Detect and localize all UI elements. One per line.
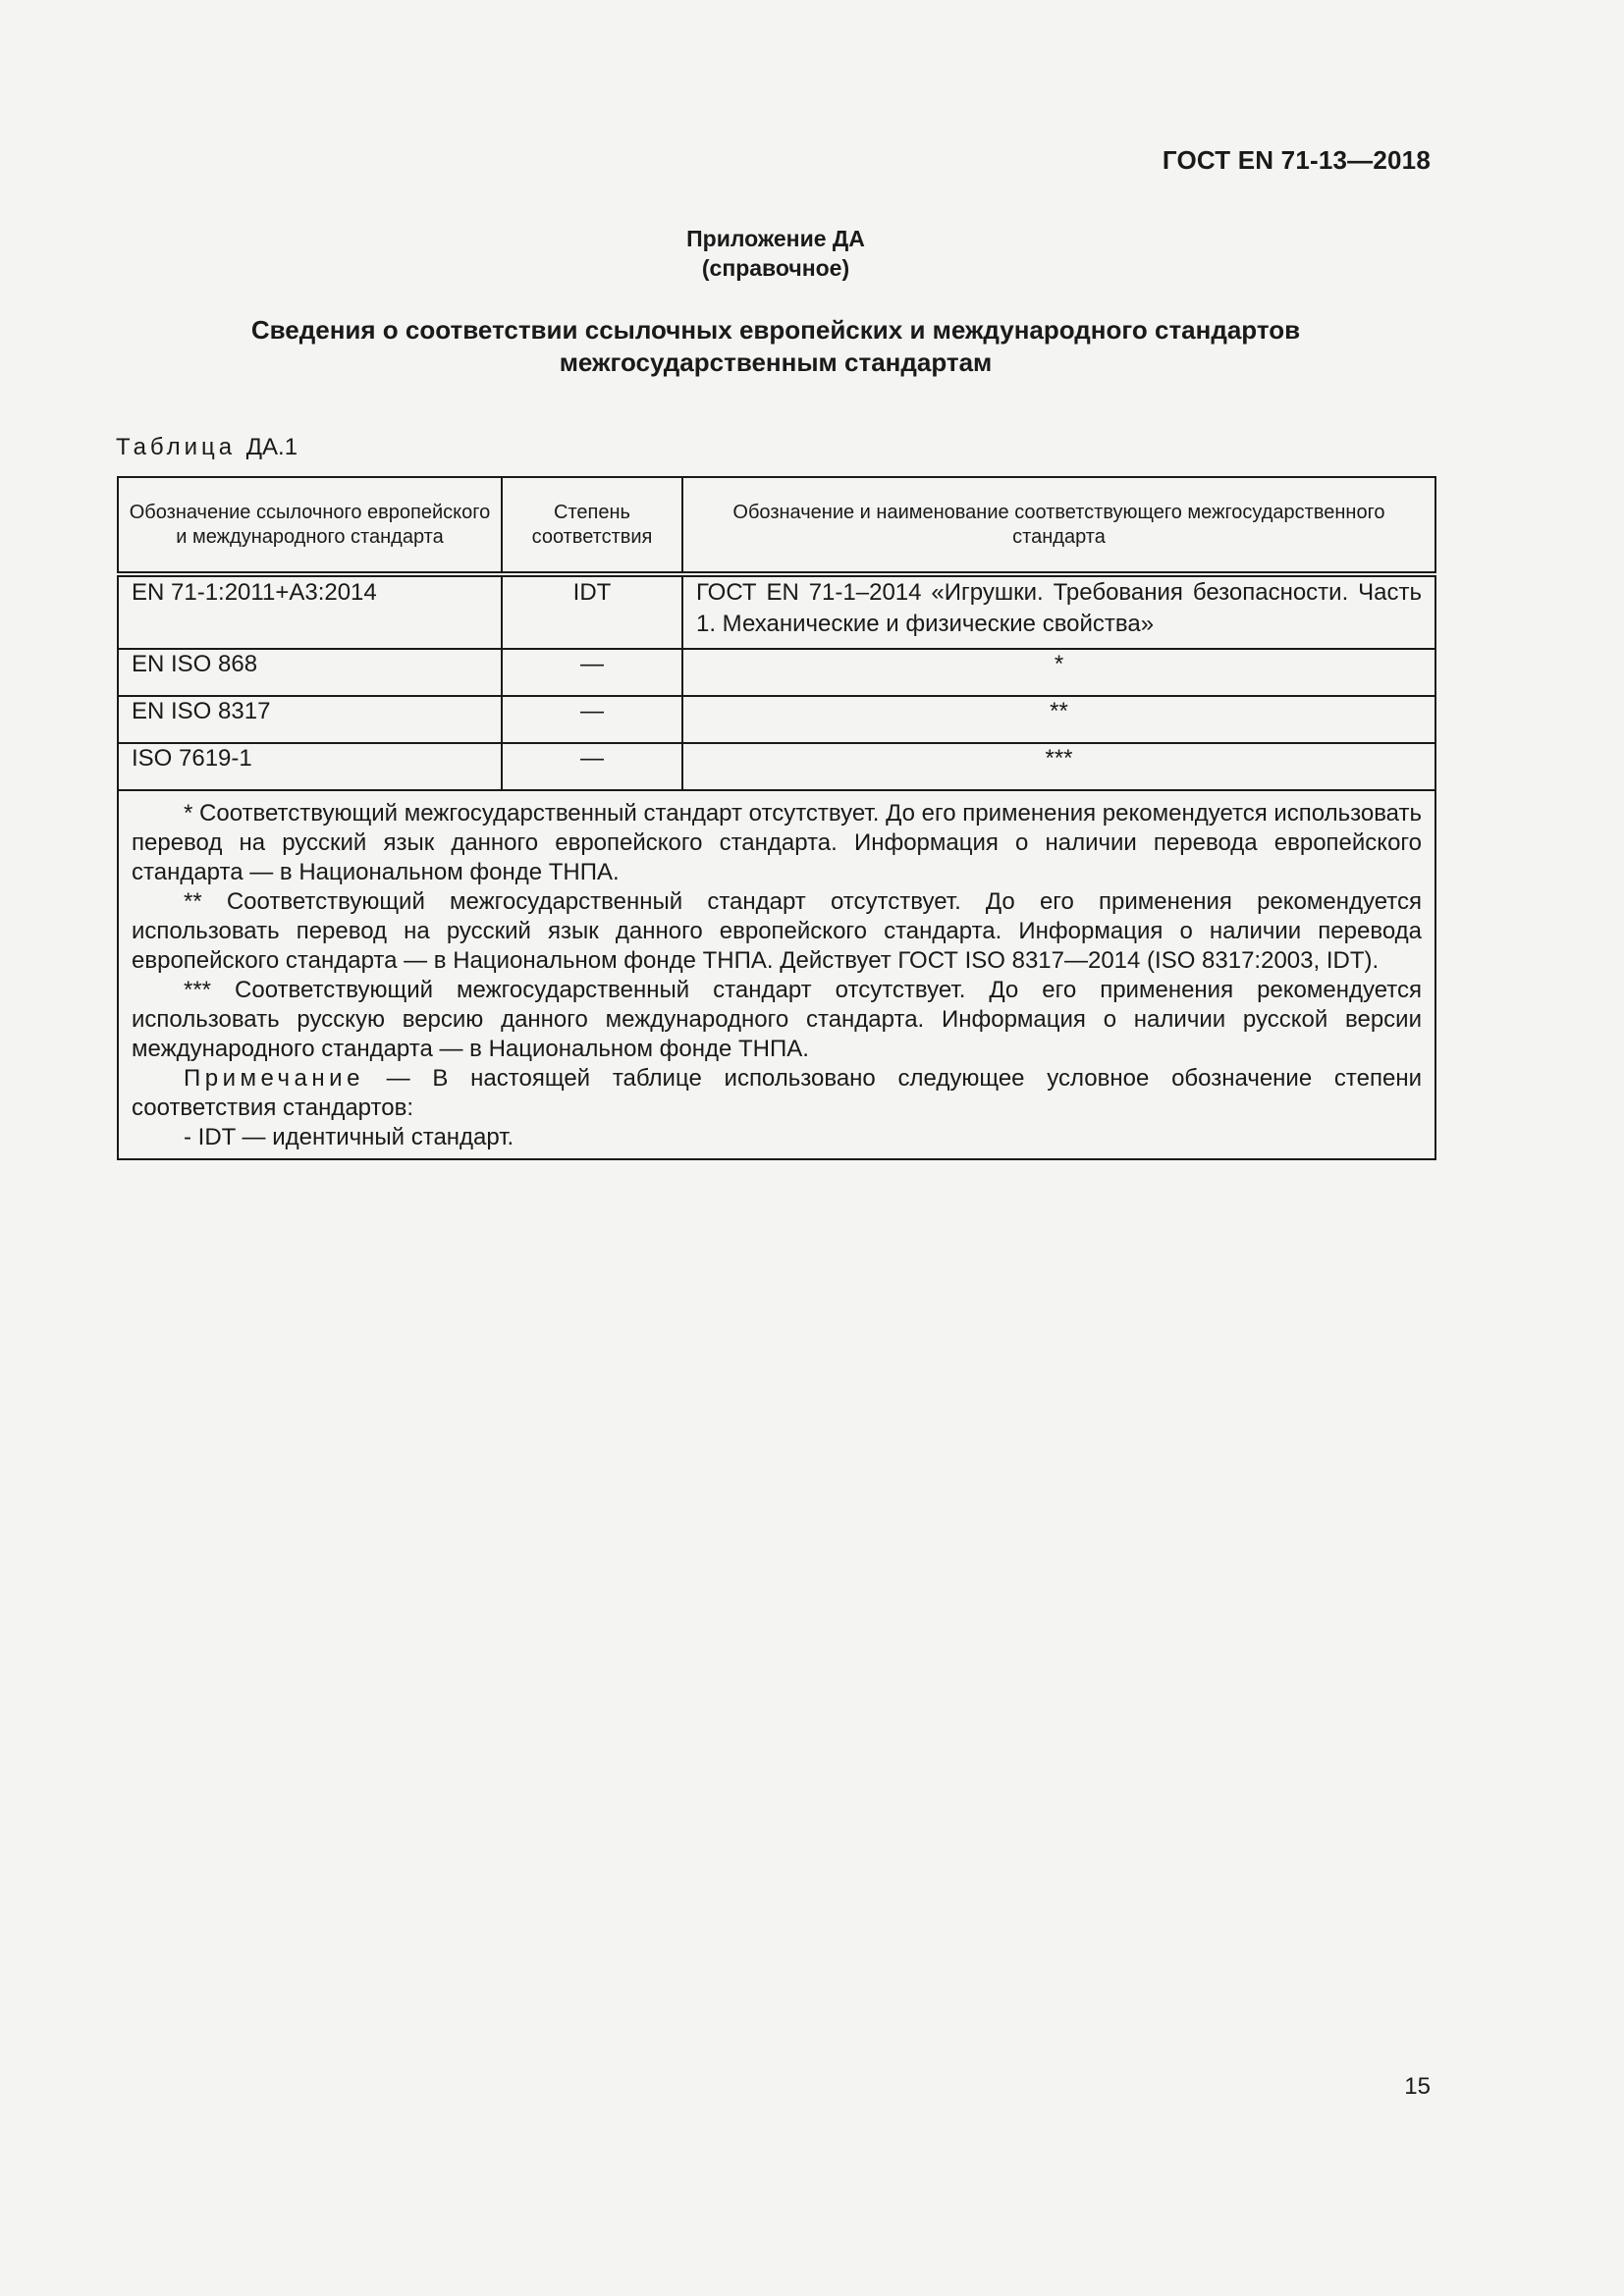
table-caption-word: Таблица [116, 434, 237, 460]
table-note [132, 1064, 1422, 1123]
cell-degree: — [502, 649, 682, 696]
document-code: ГОСТ EN 71-13—2018 [1162, 145, 1431, 175]
table-row [118, 743, 1435, 790]
cell-national: *** [682, 743, 1435, 790]
table-row [118, 649, 1435, 696]
appendix-title: Приложение ДА [686, 226, 865, 251]
note-item: - IDT — идентичный стандарт. [184, 1124, 514, 1150]
cell-standard: EN ISO 868 [118, 649, 502, 696]
cell-national: ГОСТ EN 71-1–2014 «Игрушки. Требования безопасности. Часть 1. Механические и физические свойства» [682, 574, 1435, 649]
correspondence-table [117, 476, 1436, 1160]
appendix-subtitle: (справочное) [701, 255, 850, 281]
table-caption-number: ДА.1 [245, 434, 298, 460]
note-text: — В настоящей таблице использовано следующее условное обозначение степени соответствия стандартов: [132, 1065, 1422, 1121]
table-header-row [118, 477, 1435, 574]
cell-degree: IDT [502, 574, 682, 649]
note-label: Примечание [184, 1065, 364, 1092]
table-row [118, 696, 1435, 743]
table-row [118, 574, 1435, 649]
cell-standard: EN 71-1:2011+A3:2014 [118, 574, 502, 649]
footnote-3: *** Соответствующий межгосударственный стандарт отсутствует. До его применения рекомендуется использовать русскую версию данного международного стандарта. Информация о наличии русской версии международного стандарта — в Национальном фонде ТНПА. [132, 977, 1422, 1062]
table-caption [116, 434, 298, 461]
cell-degree: — [502, 743, 682, 790]
section-title [147, 314, 1404, 379]
cell-degree: — [502, 696, 682, 743]
header-national-standard: Обозначение и наименование соответствующего межгосударственного стандарта [682, 477, 1435, 574]
cell-national: * [682, 649, 1435, 696]
appendix-heading [0, 224, 1551, 283]
table-notes-row [118, 790, 1435, 1159]
cell-standard: ISO 7619-1 [118, 743, 502, 790]
section-title-line2: межгосударственным стандартам [559, 347, 993, 377]
footnote-2: ** Соответствующий межгосударственный стандарт отсутствует. До его применения рекомендуется использовать перевод на русский язык данного европейского стандарта. Информация о наличии перевода европейского стандарта — в Национальном фонде ТНПА. Действует ГОСТ ISO 8317—2014 (ISO 8317:2003, IDT). [132, 888, 1422, 974]
notes-cell [118, 790, 1435, 1159]
cell-standard: EN ISO 8317 [118, 696, 502, 743]
cell-national: ** [682, 696, 1435, 743]
section-title-line1: Сведения о соответствии ссылочных европейских и международного стандартов [250, 315, 1301, 345]
header-reference-standard: Обозначение ссылочного европейского и международного стандарта [118, 477, 502, 574]
footnote-1: * Соответствующий межгосударственный стандарт отсутствует. До его применения рекомендуется использовать перевод на русский язык данного европейского стандарта. Информация о наличии перевода европейского стандарта — в Национальном фонде ТНПА. [132, 800, 1422, 885]
header-degree: Степень соответствия [502, 477, 682, 574]
page-number: 15 [1404, 2073, 1431, 2100]
